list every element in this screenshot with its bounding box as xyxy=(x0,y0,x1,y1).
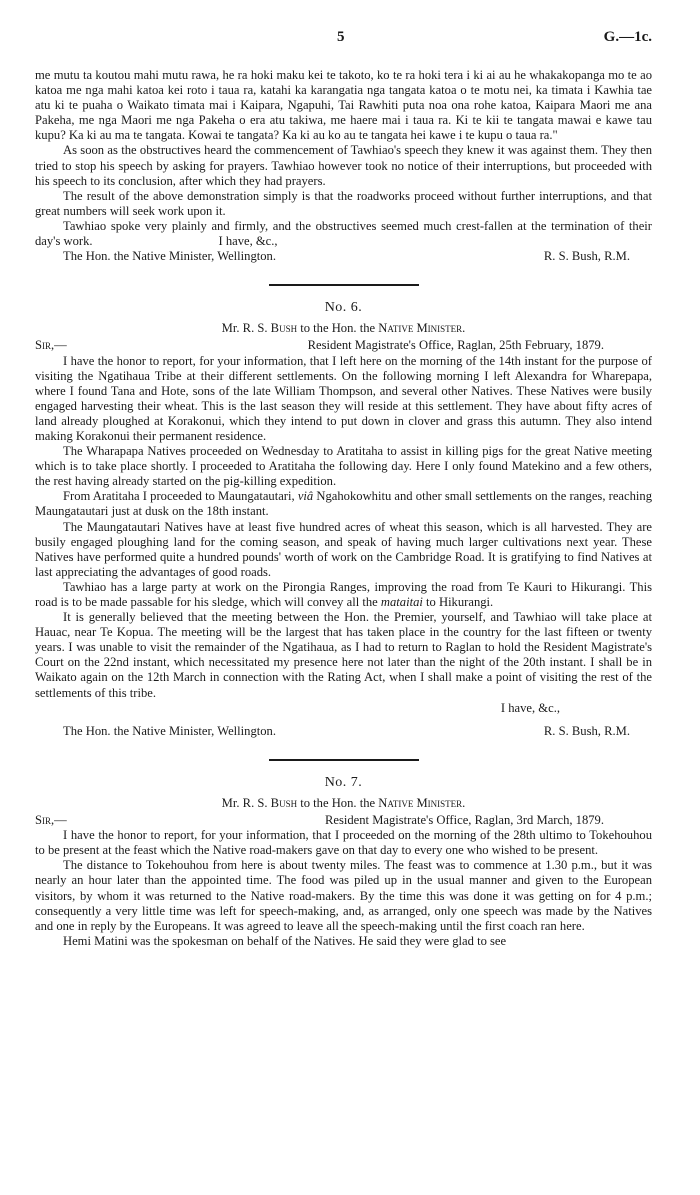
recipient-title: Native Minister. xyxy=(378,795,466,810)
paragraph: It is generally believed that the meeting between the Hon. the Premier, yourself, and Tawhiao will take place at Hauac, near Te Kopua. The meeting will be the largest that has taken place in the country for the last fifteen or twenty years. I was unable to visit the remainder of the Ngatihaua, as I had to return to Raglan to hold the Resident Magistrate's Court on the 22nd instant, which necessitated my presence here not later than the night of the 20th instant. I shall be in Waikato again on the 12th March in connection with the Rating Act, when I shall make a point of visiting the rest of the settlements of this tribe. xyxy=(35,610,652,700)
addressee: The Hon. the Native Minister, Wellington. xyxy=(63,249,277,264)
paragraph: The distance to Tokehouhou from here is about twenty miles. The feast was to commence at 1.30 p.m., but it was nearly an hour later than the appointed time. The food was piled up in the usual manner and given to the European visitors, by whom it was returned to the Native road-makers. By the time this was done it was getting on for 4 p.m.; consequently a very little time was left for speech-making, and, as arranged, only one speech was made by the Natives and one in reply by the Europeans. It was agreed to leave all the speech-making until the first coach ran here. xyxy=(35,858,652,933)
heading-prefix: Mr. R. S. xyxy=(221,321,271,336)
heading-mid: to the Hon. the xyxy=(297,321,379,336)
text: From Aratitaha I proceeded to Maungatautari, xyxy=(63,489,298,504)
maori-quote: me mutu ta koutou mahi mutu rawa, he ra hoki maku kei te takoto, ko te ra hoki tera i ki ai au he whakakopanga mo te ao katoa me nga mahi katoa kei roto i taua ra, katahi ka karangatia nga tangata katoa o te motu nei, ka timata i Kawhia tae atu ki te puaha o Waikato timata mai i Kaipara, Ngapuhi, Tai Rawhiti puta noa ona rohe katoa, Kaipara Maori me ana Pakeha, me nga Maori me nga Pakeha o era atu takiwa, me haere mai i taua ra. Ki te kii te tangata mawai e kawe tau kupu? Ka ki au ma te tangata. Kowai te tangata? Ka ki au ko au te tangata hei kawe i te kupu o taua ra." xyxy=(35,68,652,143)
section-divider xyxy=(269,284,419,286)
letter-5-continuation xyxy=(35,68,656,264)
letter-6 xyxy=(35,300,652,739)
signature-row xyxy=(35,724,652,739)
paragraph: I have the honor to report, for your information, that I proceeded on the morning of the 28th ultimo to Tokehouhou to be present at the feast which the Native road-makers gave on that day to every one who wished to be present. xyxy=(35,828,652,858)
signature: R. S. Bush, R.M. xyxy=(543,723,630,738)
text: to Hikurangi. xyxy=(422,595,494,609)
place-date: Resident Magistrate's Office, Raglan, 25th February, 1879. xyxy=(307,338,604,353)
italic-text: mataitai xyxy=(380,595,423,609)
section-divider xyxy=(269,759,419,761)
salutation: Sir,— xyxy=(35,813,67,828)
paragraph xyxy=(35,489,652,519)
heading-prefix: Mr. R. S. xyxy=(221,795,271,810)
letter-7 xyxy=(35,775,652,949)
addressee: The Hon. the Native Minister, Wellington. xyxy=(63,723,277,738)
place-date: Resident Magistrate's Office, Raglan, 3rd March, 1879. xyxy=(324,813,604,828)
closing: I have, &c., xyxy=(500,700,560,715)
document-reference: G.—1c. xyxy=(603,29,652,45)
salutation-row xyxy=(35,813,652,828)
paragraph xyxy=(35,580,652,610)
page-header xyxy=(35,30,652,54)
paragraph: Hemi Matini was the spokesman on behalf of the Natives. He said they were glad to see xyxy=(63,933,507,948)
salutation: Sir,— xyxy=(35,338,67,353)
signature: R. S. Bush, R.M. xyxy=(543,249,630,264)
sender-name: Bush xyxy=(270,795,298,810)
salutation-row xyxy=(35,338,652,353)
letter-number: No. 6. xyxy=(324,300,363,316)
recipient-title: Native Minister. xyxy=(378,321,466,336)
paragraph: I have the honor to report, for your information, that I left here on the morning of the 14th instant for the purpose of visiting the Ngatihaua Tribe at their different settlements. On the following morning I left Alexandra for Wharepapa, where I found Tana and Hote, sons of the late William Thompson, and several other Natives. These Natives were busily engaged harvesting their wheat. This is the last season they will reside at this settlement. They have about fifty acres of land already ploughed at Korakonui, which they intend to put down in clover and grass this autumn. They also intend making Korakonui their permanent residence. xyxy=(35,353,652,443)
signature-row xyxy=(35,249,652,264)
letter-heading xyxy=(35,321,652,336)
paragraph: The Wharapapa Natives proceeded on Wednesday to Aratitaha to assist in killing pigs for the great Native meeting which is to take place shortly. I proceeded to Aratitaha the following day. Here I only found Matekino and a few others, the rest having already started on the pig-killing expedition. xyxy=(35,444,652,489)
paragraph: The result of the above demonstration simply is that the roadworks proceed without further interruptions, and that great numbers will seek work upon it. xyxy=(35,188,652,218)
sender-name: Bush xyxy=(270,321,298,336)
italic-text: viâ xyxy=(297,489,314,504)
text: Ngahokowhitu and other small settlements on the ranges, reaching Maungatautari just at dusk on the 18th instant. xyxy=(35,489,653,519)
heading-mid: to the Hon. the xyxy=(297,795,379,810)
paragraph: Tawhiao spoke very plainly and firmly, and the obstructives seemed much crest-fallen at the termination of their day's work. I have, &c., xyxy=(35,218,656,249)
paragraph: As soon as the obstructives heard the commencement of Tawhiao's speech they knew it was against them. They then tried to stop his speech by asking for prayers. Tawhiao however took no notice of their interruptions, but proceeded with his speech to its conclusion, after which they had prayers. xyxy=(35,143,652,188)
page-number: 5 xyxy=(337,29,345,45)
letter-heading xyxy=(35,796,652,811)
document-body xyxy=(35,68,656,949)
letter-number: No. 7. xyxy=(324,774,363,790)
text: Tawhiao has a large party at work on the Pirongia Ranges, improving the road from Te Kauri to Hikurangi. This road is to be made passable for his sledge, which will convey all the xyxy=(35,579,652,609)
paragraph: The Maungatautari Natives have at least five hundred acres of wheat this season, which is all harvested. They are busily engaged ploughing land for the coming season, and speak of having much larger cultivations next year. These Natives have performed quite a hundred pounds' worth of work on the Cambridge Road. It is gratifying to find Natives at last appreciating the advantages of good roads. xyxy=(35,519,652,579)
